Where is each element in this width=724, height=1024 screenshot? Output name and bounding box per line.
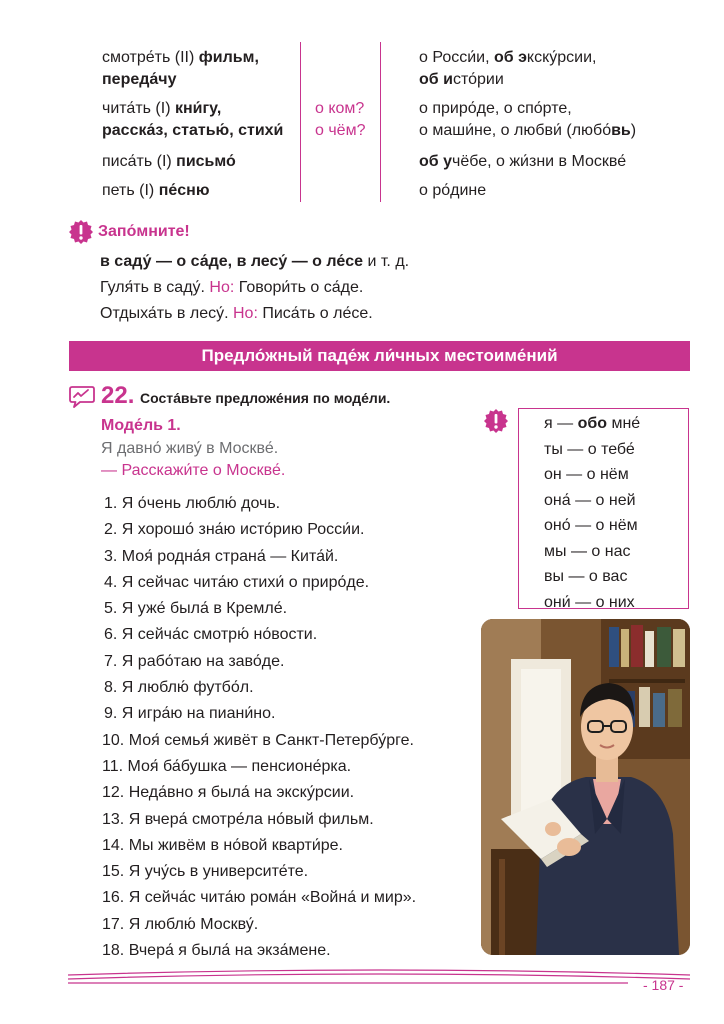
model-label: Моде́ль 1.: [101, 417, 181, 434]
remember-example-2: Отдыха́ть в лесу́. Но: Писа́ть о ле́се.: [100, 305, 373, 322]
list-item: 15. Я учу́сь в университе́те.: [102, 863, 309, 881]
list-item: 5. Я уже́ была́ в Кремле́.: [104, 600, 288, 618]
declension-table: [0, 0, 724, 210]
table-row-4-right: о ро́дине: [419, 182, 487, 199]
exclamation-icon: [68, 219, 94, 245]
list-item: 4. Я сейчас чита́ю стихи́ о приро́де.: [104, 573, 370, 591]
speech-bubble-pen-icon: [69, 385, 95, 409]
student-photo: [481, 619, 690, 955]
pronoun-row: они́ — о них: [544, 593, 635, 611]
exercise-number: 22.: [101, 382, 135, 409]
list-item: 1. Я о́чень люблю́ дочь.: [104, 495, 281, 512]
table-divider-right: [380, 42, 381, 202]
table-row-1-right: о Росси́и, об экску́рсии, об исто́рии: [419, 49, 597, 88]
list-item: 14. Мы живём в но́вой кварти́ре.: [102, 836, 343, 854]
exercise-list: [104, 491, 474, 964]
pronoun-row: ты — о тебе́: [544, 440, 635, 458]
remember-title: Запо́мните!: [98, 223, 190, 240]
remember-rule: в саду́ — о са́де, в лесу́ — о ле́се и т. д.: [100, 253, 410, 270]
table-row-3-left: писа́ть (I) письмо́: [102, 153, 236, 170]
pronoun-table: [518, 408, 689, 609]
list-item: 16. Я сейча́с чита́ю рома́н «Война́ и мир».: [102, 889, 417, 907]
list-item: 13. Я вчера́ смотре́ла но́вый фильм.: [102, 810, 374, 828]
list-item: 2. Я хорошо́ зна́ю исто́рию Росси́и.: [104, 521, 365, 539]
list-item: 6. Я сейча́с смотрю́ но́вости.: [104, 626, 318, 644]
exercise-instruction: Соста́вьте предложе́ния по моде́ли.: [140, 390, 391, 406]
exclamation-icon: [483, 408, 509, 434]
list-item: 3. Моя́ родна́я страна́ — Кита́й.: [104, 547, 339, 565]
list-item: 11. Моя́ ба́бушка — пенсионе́рка.: [102, 757, 352, 775]
table-row-4-left: петь (I) пе́сню: [102, 182, 210, 199]
remember-example-1: Гуля́ть в саду́. Но: Говори́ть о са́де.: [100, 279, 364, 296]
list-item: 17. Я люблю́ Москву́.: [102, 915, 259, 933]
section-title: Предло́жный паде́ж ли́чных местоиме́ний: [69, 341, 690, 371]
list-item: 12. Неда́вно я была́ на экску́рсии.: [102, 784, 355, 802]
table-row-1-left: смотре́ть (II) фильм, переда́чу: [102, 49, 259, 88]
remember-block: [68, 218, 628, 328]
list-item: 9. Я игра́ю на пиани́но.: [104, 705, 276, 723]
model-answer: — Расскажи́те о Москве́.: [101, 462, 286, 479]
model-sentence: Я давно́ живу́ в Москве́.: [101, 440, 279, 457]
pronoun-row: мы — о нас: [544, 542, 631, 560]
list-item: 8. Я люблю́ футбо́л.: [104, 679, 254, 697]
list-item: 18. Вчера́ я была́ на экза́мене.: [102, 942, 331, 960]
pronoun-row: она́ — о ней: [544, 491, 636, 509]
table-row-2-right: о приро́де, о спо́рте, о маши́не, о любви́ (любо́вь): [419, 100, 637, 139]
list-item: 10. Моя́ семья́ живёт в Санкт-Петербу́рге.: [102, 731, 414, 749]
question-words: [315, 98, 365, 142]
footer-decoration: [68, 965, 690, 995]
page-number: - 187 -: [643, 977, 684, 993]
pronoun-row: оно́ — о нём: [544, 517, 638, 534]
table-row-3-right: об учёбе, о жи́зни в Москве́: [419, 153, 627, 170]
table-row-2-left: чита́ть (I) кни́гу, расска́з, статью́, стихи́: [102, 100, 284, 139]
pronoun-row: он — о нём: [544, 466, 629, 483]
pronoun-row: вы — о вас: [544, 568, 628, 585]
question-who: о ком?: [315, 100, 365, 117]
list-item: 7. Я рабо́таю на заво́де.: [104, 652, 285, 670]
table-divider-left: [300, 42, 301, 202]
question-what: о чём?: [315, 122, 366, 139]
pronoun-row: я — обо мне́: [544, 415, 641, 432]
